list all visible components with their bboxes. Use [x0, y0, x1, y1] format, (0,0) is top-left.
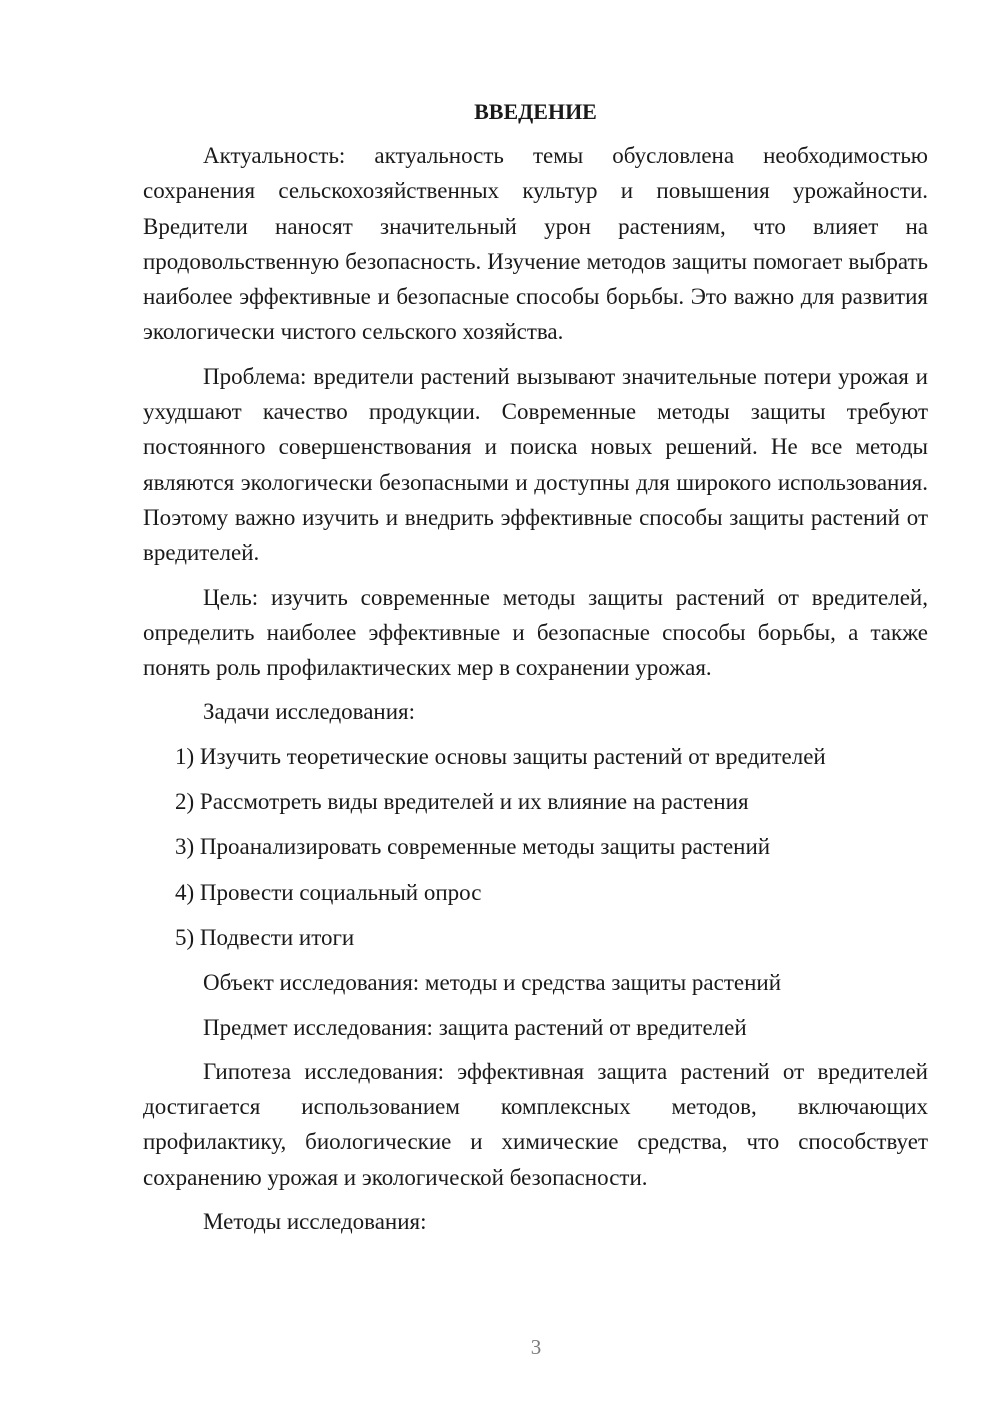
- paragraph-problem: Проблема: вредители растений вызывают значительные потери урожая и ухудшают качество продукции. Современные методы защиты требуют постоянного совершенствования и поиска новых решений. Не все методы являются экологически безопасными и доступны для широкого использования. Поэтому важно изучить и внедрить эффективные способы защиты растений от вредителей.: [143, 363, 928, 566]
- tasks-heading: Задачи исследования:: [203, 699, 416, 725]
- page-number: 3: [530, 1335, 542, 1359]
- page-title: ВВЕДЕНИЕ: [474, 99, 597, 124]
- methods-heading: Методы исследования:: [203, 1209, 427, 1235]
- list-item: 5) Подвести итоги: [175, 924, 355, 950]
- list-item: 2) Рассмотреть виды вредителей и их влияние на растения: [175, 789, 749, 815]
- tasks-list: [143, 739, 928, 955]
- paragraph-goal: Цель: изучить современные методы защиты растений от вредителей, определить наиболее эффективные и безопасные способы борьбы, а также понять роль профилактических мер в сохранении урожая.: [143, 584, 928, 681]
- page-content: [143, 94, 928, 1248]
- list-item: 3) Проанализировать современные методы защиты растений: [175, 834, 771, 860]
- paragraph-subject: Предмет исследования: защита растений от вредителей: [203, 1014, 747, 1040]
- list-item: 1) Изучить теоретические основы защиты растений от вредителей: [175, 743, 826, 769]
- paragraph-relevance: Актуальность: актуальность темы обусловлена необходимостью сохранения сельскохозяйственных культур и повышения урожайности. Вредители наносят значительный урон растениям, что влияет на продовольственную безопасность. Изучение методов защиты помогает выбрать наиболее эффективные и безопасные способы борьбы. Это важно для развития экологически чистого сельского хозяйства.: [143, 143, 928, 345]
- paragraph-hypothesis: Гипотеза исследования: эффективная защита растений от вредителей достигается использованием комплексных методов, включающих профилактику, биологические и химические средства, что способствует сохранению урожая и экологической безопасности.: [143, 1058, 928, 1190]
- list-item: 4) Провести социальный опрос: [175, 879, 482, 905]
- paragraph-object: Объект исследования: методы и средства защиты растений: [203, 970, 781, 996]
